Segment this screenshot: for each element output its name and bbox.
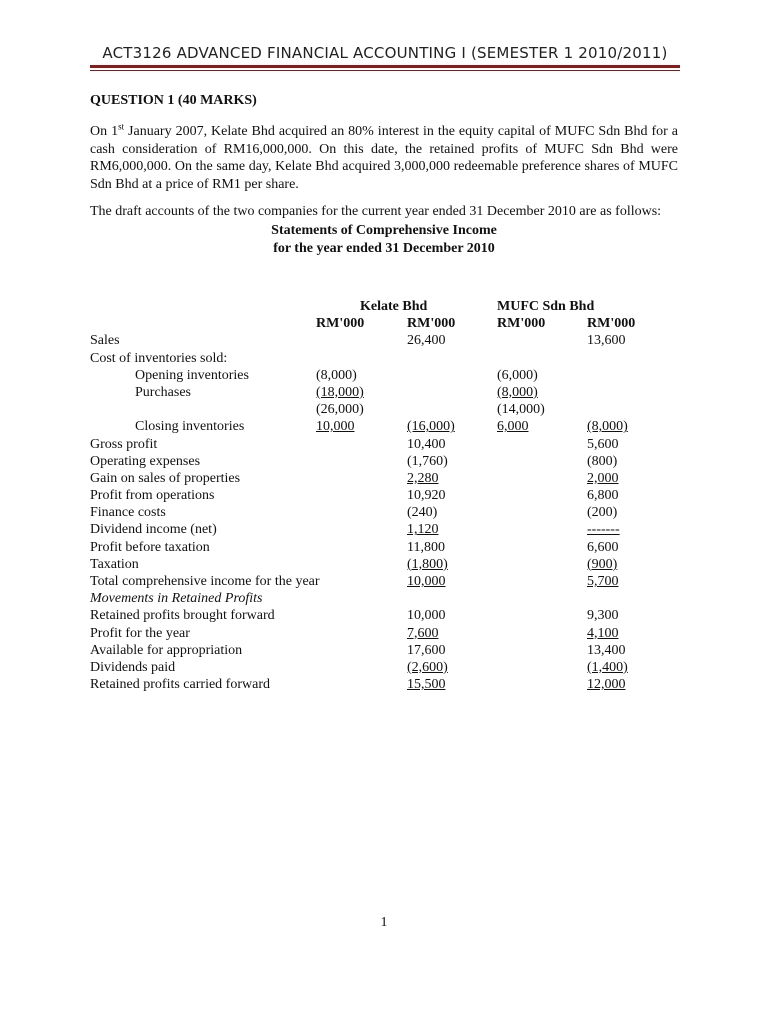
value-cell: (200) xyxy=(587,505,618,521)
value-cell: (26,000) xyxy=(316,402,364,418)
table-row xyxy=(90,676,680,693)
value-cell: 26,400 xyxy=(407,333,446,349)
table-row xyxy=(90,367,680,384)
value-cell: (8,000) xyxy=(497,384,538,400)
value-cell: (2,600) xyxy=(407,659,448,675)
row-label: Total comprehensive income for the year xyxy=(90,574,320,589)
value-cell: 13,600 xyxy=(587,333,626,349)
value-cell: 6,000 xyxy=(497,419,529,435)
table-row xyxy=(90,487,680,504)
company-header-row xyxy=(90,298,680,315)
table-row xyxy=(90,539,680,556)
value-cell: 15,500 xyxy=(407,677,446,693)
table-row xyxy=(90,590,680,607)
row-label: Gross profit xyxy=(90,436,158,452)
value-cell: 9,300 xyxy=(587,608,619,624)
table-row xyxy=(90,607,680,624)
value-cell: 7,600 xyxy=(407,625,439,641)
table-row xyxy=(90,384,680,401)
value-cell: 13,400 xyxy=(587,642,626,658)
row-label: Retained profits carried forward xyxy=(90,677,270,693)
table-row xyxy=(90,401,680,418)
row-label: Closing inventories xyxy=(135,419,245,435)
value-cell: 17,600 xyxy=(407,642,446,658)
page-number: 1 xyxy=(380,915,388,930)
table-row xyxy=(90,642,680,659)
header-rule-thin xyxy=(90,70,680,71)
row-label: Profit from operations xyxy=(90,488,215,504)
value-cell: 5,600 xyxy=(587,436,619,452)
value-cell: (8,000) xyxy=(316,367,357,383)
table-row xyxy=(90,625,680,642)
row-label: Profit for the year xyxy=(90,625,190,641)
value-cell: 1,120 xyxy=(407,522,439,538)
row-label: Gain on sales of properties xyxy=(90,470,241,486)
table-row xyxy=(90,418,680,435)
value-cell: 2,280 xyxy=(407,470,439,486)
unit-header-row xyxy=(90,315,680,332)
value-cell: 10,920 xyxy=(407,488,446,504)
statement-title: Statements of Comprehensive Income xyxy=(271,223,497,239)
paragraph-intro xyxy=(90,123,678,193)
row-label: Sales xyxy=(90,333,120,349)
ordinal-suffix: st xyxy=(118,121,125,132)
value-cell: (18,000) xyxy=(316,384,364,400)
value-cell: 6,800 xyxy=(587,488,619,504)
table-row xyxy=(90,659,680,676)
value-cell: 5,700 xyxy=(587,574,619,589)
value-cell: (1,400) xyxy=(587,659,628,675)
row-label: Finance costs xyxy=(90,505,166,521)
table-row xyxy=(90,350,680,367)
value-cell: ------- xyxy=(587,522,620,538)
value-cell: (6,000) xyxy=(497,367,538,383)
value-cell: 6,600 xyxy=(587,539,619,555)
unit-header: RM'000 xyxy=(587,316,636,332)
question-title: QUESTION 1 (40 MARKS) xyxy=(90,93,257,108)
value-cell: (1,760) xyxy=(407,453,448,469)
question-body xyxy=(90,92,678,257)
row-label: Dividend income (net) xyxy=(90,522,217,538)
table-row xyxy=(90,521,680,538)
value-cell: 2,000 xyxy=(587,470,619,486)
row-label: Purchases xyxy=(135,384,191,400)
income-statement-table xyxy=(90,298,680,693)
table-row xyxy=(90,504,680,521)
unit-header: RM'000 xyxy=(407,316,456,332)
value-cell: (240) xyxy=(407,505,438,521)
row-label: Opening inventories xyxy=(135,367,249,383)
value-cell: 10,000 xyxy=(407,608,446,624)
table-row xyxy=(90,332,680,349)
value-cell: (14,000) xyxy=(497,402,545,418)
value-cell: (8,000) xyxy=(587,419,628,435)
section-label: Movements in Retained Profits xyxy=(90,591,263,607)
table-row xyxy=(90,453,680,470)
statement-subtitle: for the year ended 31 December 2010 xyxy=(273,240,495,256)
table-row xyxy=(90,556,680,573)
value-cell: (1,800) xyxy=(407,556,448,572)
value-cell: 11,800 xyxy=(407,539,445,555)
row-label: Operating expenses xyxy=(90,453,201,469)
paragraph-intro-start: On 1 xyxy=(90,124,119,140)
value-cell: 10,000 xyxy=(407,574,446,589)
unit-header: RM'000 xyxy=(316,316,365,332)
value-cell: (800) xyxy=(587,453,618,469)
value-cell: 10,400 xyxy=(407,436,446,452)
header-rule-thick xyxy=(90,65,680,68)
paragraph-intro-rest: January 2007, Kelate Bhd acquired an 80% interest in the equity capital of MUFC Sdn Bhd for a cash consideration of RM16,000,000. On this date, the retained profits of MUFC Sdn Bhd were RM6,000,000. On the same day, Kelate Bhd acquired 3,000,000 redeemable preference shares of MUFC Sdn Bhd at a price of RM1 per share. xyxy=(90,124,678,192)
table-row xyxy=(90,470,680,487)
unit-header: RM'000 xyxy=(497,316,546,332)
row-label: Retained profits brought forward xyxy=(90,608,275,624)
paragraph-draft-accounts: The draft accounts of the two companies for the current year ended 31 December 2010 are as follows: xyxy=(90,204,662,220)
row-label: Cost of inventories sold: xyxy=(90,350,228,366)
table-row xyxy=(90,436,680,453)
row-label: Dividends paid xyxy=(90,659,176,675)
row-label: Profit before taxation xyxy=(90,539,210,555)
value-cell: 4,100 xyxy=(587,625,619,641)
value-cell: 12,000 xyxy=(587,677,626,693)
company-mufc: MUFC Sdn Bhd xyxy=(497,299,595,314)
company-kelate: Kelate Bhd xyxy=(360,299,428,314)
value-cell: (16,000) xyxy=(407,419,455,435)
document-header: ACT3126 ADVANCED FINANCIAL ACCOUNTING I (SEMESTER 1 2010/2011) xyxy=(102,44,668,62)
value-cell: (900) xyxy=(587,556,618,572)
row-label: Taxation xyxy=(90,556,139,572)
value-cell: 10,000 xyxy=(316,419,355,435)
table-row xyxy=(90,573,680,590)
row-label: Available for appropriation xyxy=(90,642,243,658)
